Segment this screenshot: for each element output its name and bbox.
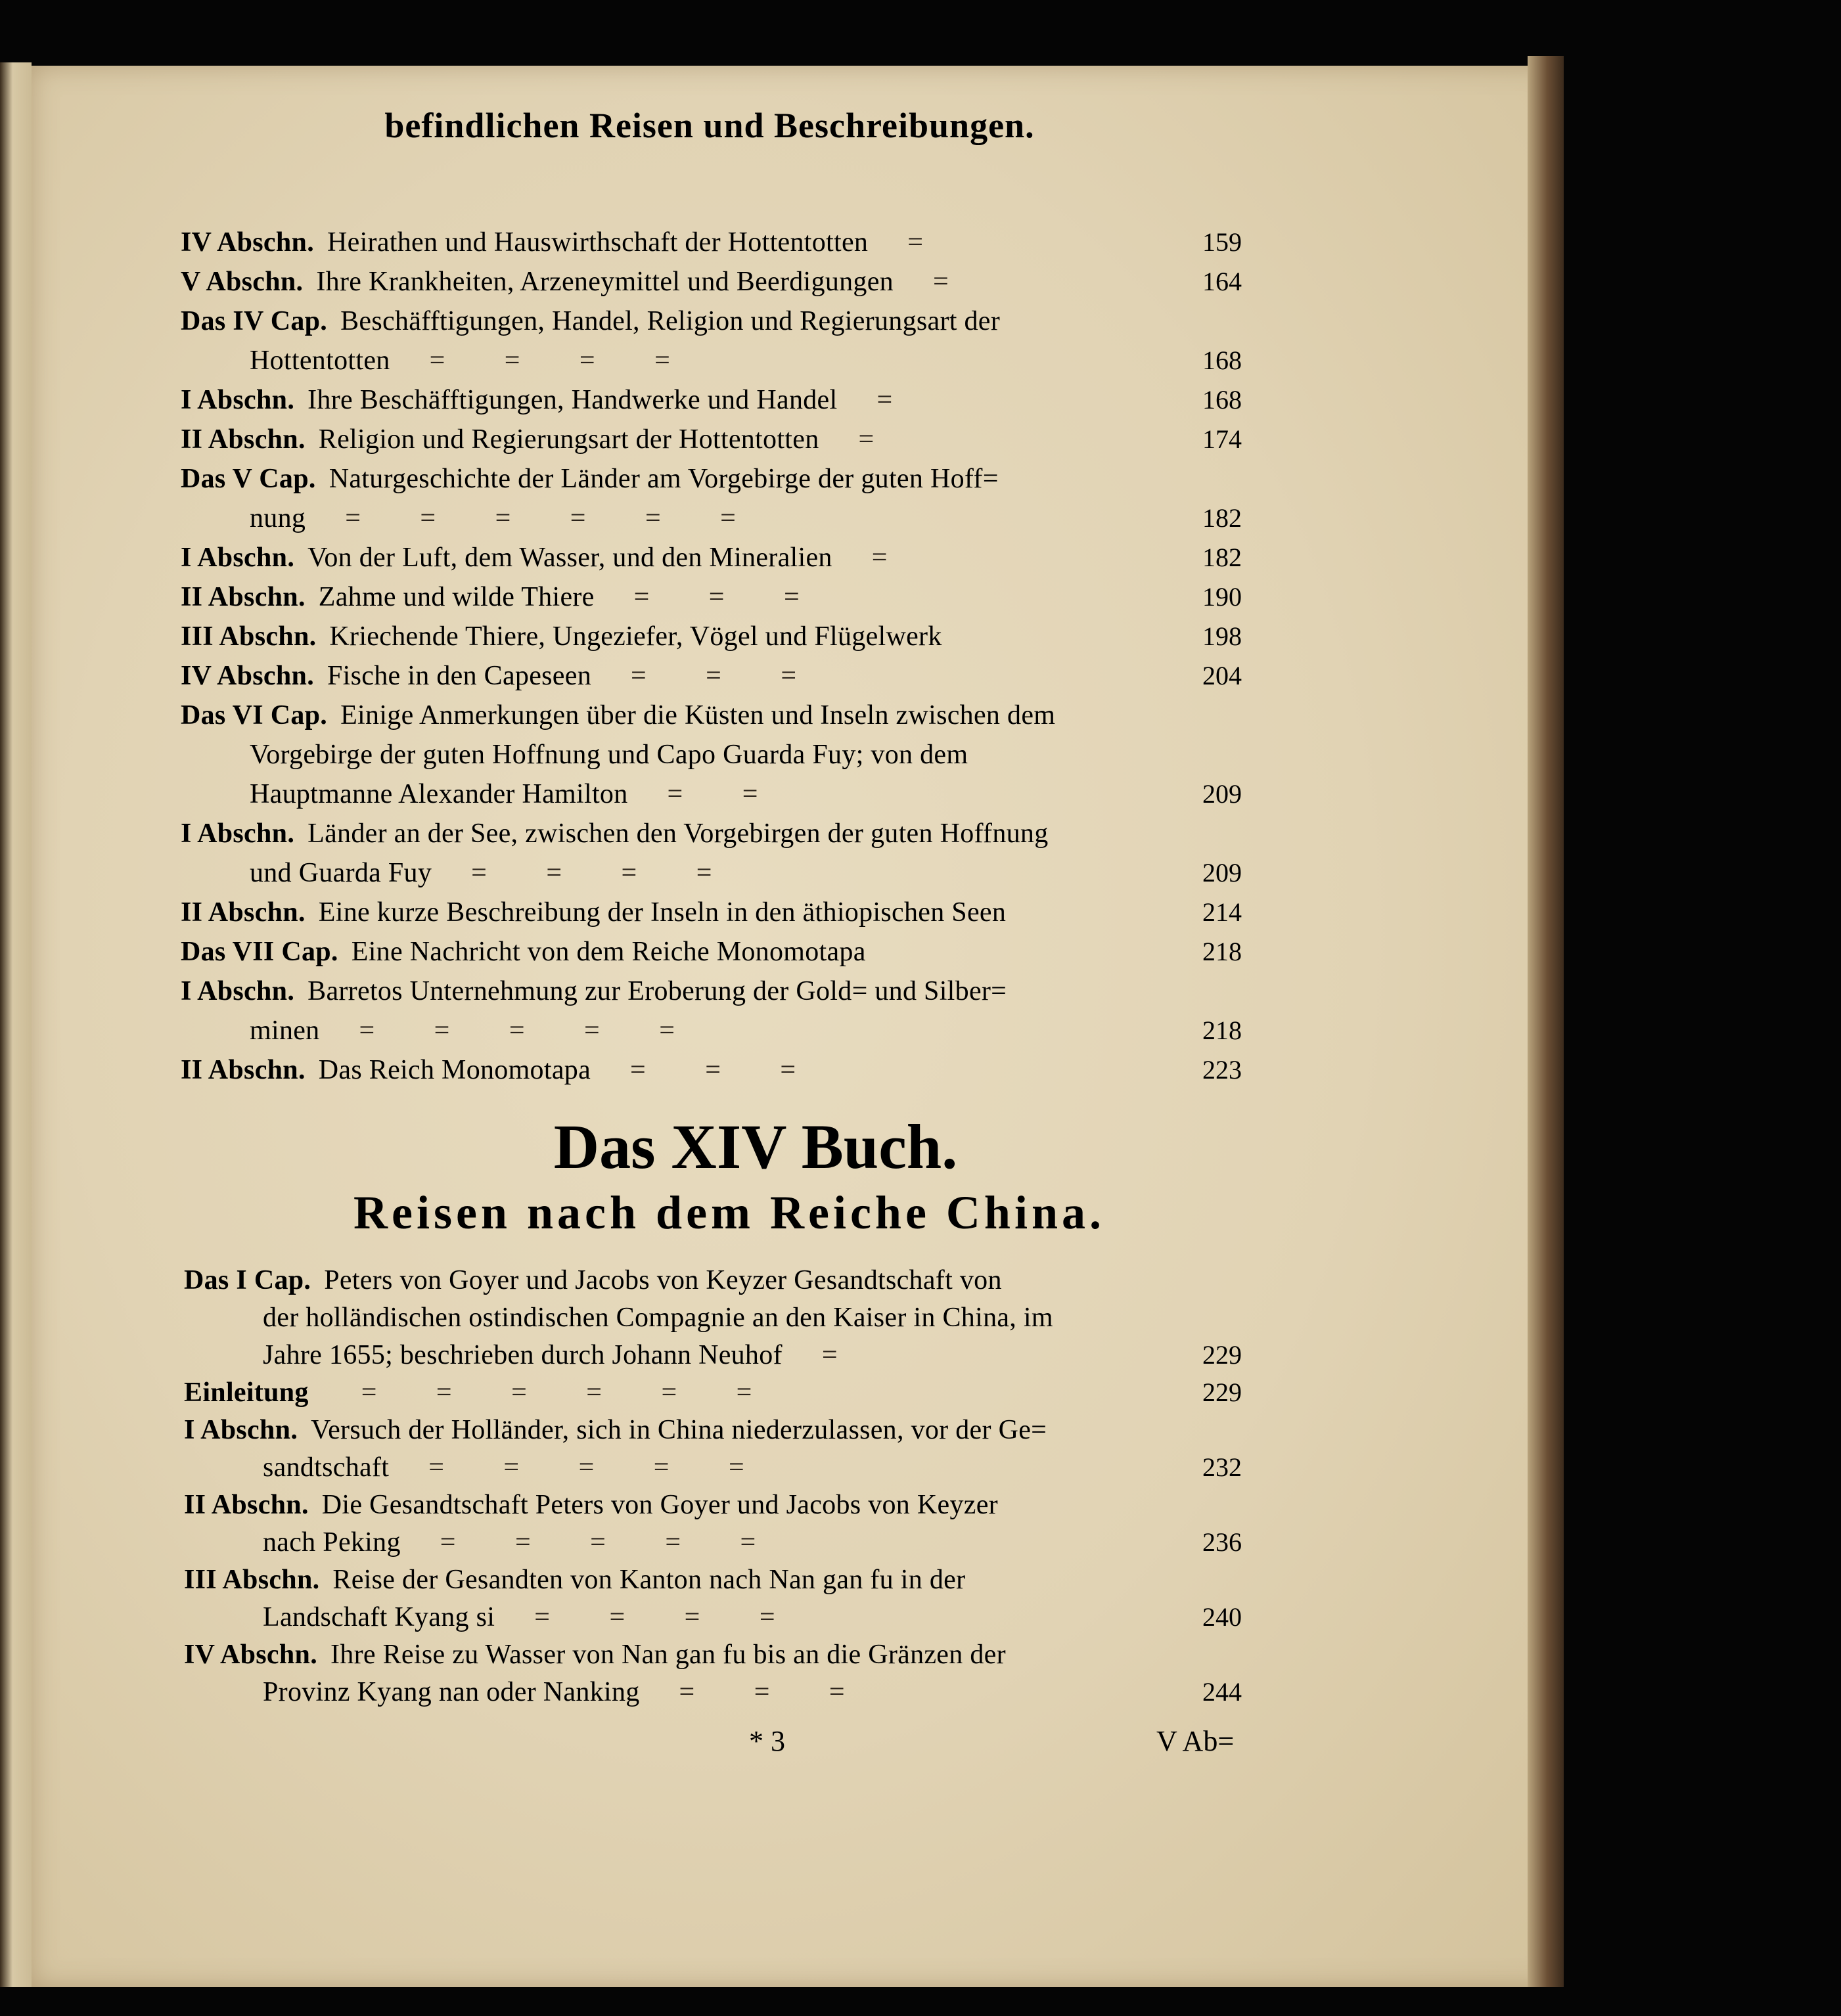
toc-leader-marks: = (876, 385, 919, 415)
toc-entry (181, 227, 949, 258)
book-title: Das XIV Buch. (553, 1111, 958, 1182)
toc-entry-label: IV Abschn. (181, 661, 314, 691)
toc-page-number: 168 (1202, 346, 1242, 375)
toc-entry-text: sandtschaft (263, 1452, 390, 1483)
toc-page-number: 159 (1202, 227, 1242, 257)
toc-page-number: 244 (1202, 1677, 1242, 1707)
toc-entry-text: Heirathen und Hauswirthschaft der Hottentotten (327, 227, 869, 258)
toc-entry (181, 542, 913, 573)
toc-leader-marks: = = = (679, 1677, 871, 1707)
toc-entry-text: Hauptmanne Alexander Hamilton (250, 779, 628, 809)
toc-entry-text: Eine kurze Beschreibung der Inseln in den äthiopischen Seen (318, 897, 1007, 928)
toc-entry-label: II Abschn. (184, 1490, 309, 1520)
toc-entry (263, 1602, 802, 1633)
toc-leader-marks: = (821, 1340, 864, 1370)
toc-entry (184, 1265, 1002, 1296)
toc-entry (181, 660, 823, 692)
toc-page-number: 236 (1202, 1527, 1242, 1557)
toc-entry (184, 1639, 1006, 1670)
toc-entry (250, 1015, 701, 1046)
toc-entry (181, 975, 1007, 1007)
toc-entry-text: Jahre 1655; beschrieben durch Johann Neuhof (263, 1340, 783, 1370)
toc-entry-text: Länder an der See, zwischen den Vorgebirgen der guten Hoffnung (307, 818, 1049, 849)
book-binding-edge (1528, 56, 1564, 1987)
toc-entry-text: Eine Nachricht von dem Reiche Monomotapa (351, 937, 866, 967)
toc-leader-marks: = = = = (471, 858, 739, 888)
toc-entry (250, 739, 968, 771)
toc-entry-text: Kriechende Thiere, Ungeziefer, Vögel und Flügelwerk (329, 621, 942, 652)
toc-entry (181, 936, 866, 968)
toc-entry-text: und Guarda Fuy (250, 858, 432, 888)
toc-entry-text: nung (250, 503, 306, 533)
signature-mark: * 3 (749, 1725, 785, 1757)
toc-entry-text: Peters von Goyer und Jacobs von Keyzer Gesandtschaft von (324, 1265, 1002, 1295)
toc-entry (250, 778, 784, 810)
toc-entry-label: V Abschn. (181, 267, 304, 297)
toc-entry-text: Die Gesandtschaft Peters von Goyer und Jacobs von Keyzer (321, 1490, 998, 1520)
toc-page-number: 229 (1202, 1340, 1242, 1370)
toc-entry (181, 424, 900, 455)
toc-entry-label: I Abschn. (184, 1415, 298, 1445)
toc-entry (181, 266, 975, 298)
toc-entry-text: Versuch der Holländer, sich in China niederzulassen, vor der Ge= (311, 1415, 1047, 1445)
toc-entry (263, 1452, 771, 1483)
toc-entry-text: Von der Luft, dem Wasser, und den Mineralien (307, 543, 832, 573)
toc-page-number: 240 (1202, 1602, 1242, 1632)
toc-page-number: 209 (1202, 858, 1242, 887)
toc-entry (250, 503, 762, 534)
toc-leader-marks: = = (667, 779, 784, 809)
toc-page-number: 232 (1202, 1452, 1242, 1482)
toc-entry (250, 857, 738, 889)
previous-page-edge (0, 62, 32, 1987)
running-head: befindlichen Reisen und Beschreibungen. (384, 106, 1035, 145)
toc-page-number: 182 (1202, 503, 1242, 533)
toc-page-number: 223 (1202, 1055, 1242, 1085)
toc-leader-marks: = = = = = = (345, 503, 762, 533)
toc-entry-text: nach Peking (263, 1527, 401, 1557)
toc-entry-text: Landschaft Kyang si (263, 1602, 495, 1632)
toc-entry-text: Ihre Krankheiten, Arzeneymittel und Beerdigungen (316, 267, 894, 297)
toc-entry-text: Religion und Regierungsart der Hottentotten (318, 424, 819, 455)
toc-entry-label: I Abschn. (181, 976, 295, 1006)
toc-leader-marks: = = = = = (359, 1016, 701, 1046)
toc-entry (184, 1489, 998, 1521)
toc-leader-marks: = (907, 227, 949, 258)
toc-entry (263, 1302, 1053, 1333)
toc-page-number: 214 (1202, 897, 1242, 927)
toc-page-number: 229 (1202, 1378, 1242, 1407)
toc-leader-marks: = (871, 543, 914, 573)
book-subtitle: Reisen nach dem Reiche China. (353, 1186, 1105, 1239)
toc-entry (263, 1527, 782, 1558)
toc-entry-label: Das V Cap. (181, 464, 316, 494)
toc-entry (181, 621, 942, 652)
toc-entry-text: Vorgebirge der guten Hoffnung und Capo Guarda Fuy; von dem (250, 740, 968, 770)
toc-entry (181, 581, 826, 613)
toc-page-number: 218 (1202, 1016, 1242, 1045)
toc-entry-label: Das IV Cap. (181, 306, 328, 336)
toc-entry-label: I Abschn. (181, 385, 295, 415)
toc-entry-text: Beschäfftigungen, Handel, Religion und Regierungsart der (340, 306, 1001, 336)
toc-entry-label: I Abschn. (181, 818, 295, 849)
toc-entry (250, 345, 696, 376)
toc-entry-label: Einleitung (184, 1378, 309, 1408)
toc-entry (184, 1377, 778, 1408)
toc-entry-text: Ihre Reise zu Wasser von Nan gan fu bis an die Gränzen der (330, 1640, 1006, 1670)
toc-entry-label: Das VI Cap. (181, 700, 328, 730)
toc-entry (263, 1676, 871, 1708)
toc-page-number: 209 (1202, 779, 1242, 809)
toc-entry-text: der holländischen ostindischen Compagnie an den Kaiser in China, im (263, 1303, 1053, 1333)
toc-entry-text: Provinz Kyang nan oder Nanking (263, 1677, 640, 1707)
toc-leader-marks: = = = = (534, 1602, 802, 1632)
toc-entry (181, 305, 1000, 337)
toc-entry-text: Fische in den Capeseen (327, 661, 591, 691)
toc-page-number: 168 (1202, 385, 1242, 414)
toc-entry (181, 700, 1055, 731)
toc-entry-text: Das Reich Monomotapa (318, 1055, 591, 1085)
toc-leader-marks: = (858, 424, 901, 455)
toc-page-number: 174 (1202, 424, 1242, 454)
toc-entry-text: Hottentotten (250, 346, 390, 376)
toc-entry (263, 1339, 864, 1371)
toc-entry (181, 818, 1049, 849)
toc-entry (184, 1414, 1047, 1446)
catchword: V Ab= (1156, 1725, 1235, 1757)
toc-leader-marks: = = = = = (428, 1452, 771, 1483)
toc-entry-text: Naturgeschichte der Länder am Vorgebirge der guten Hoff= (329, 464, 999, 494)
toc-entry (181, 463, 999, 495)
toc-entry-text: Ihre Beschäfftigungen, Handwerke und Handel (307, 385, 838, 415)
toc-entry-text: Reise der Gesandten von Kanton nach Nan gan fu in der (332, 1565, 966, 1595)
toc-entry (184, 1564, 965, 1596)
toc-entry-label: IV Abschn. (181, 227, 314, 258)
toc-entry-label: Das VII Cap. (181, 937, 338, 967)
toc-entry-label: II Abschn. (181, 897, 306, 928)
toc-entry-text: Barretos Unternehmung zur Eroberung der Gold= und Silber= (307, 976, 1007, 1006)
toc-entry-label: III Abschn. (184, 1565, 320, 1595)
toc-page-number: 204 (1202, 661, 1242, 690)
toc-leader-marks: = (932, 267, 975, 297)
toc-entry-label: II Abschn. (181, 582, 306, 612)
toc-entry-label: I Abschn. (181, 543, 295, 573)
toc-entry-label: IV Abschn. (184, 1640, 317, 1670)
toc-page-number: 164 (1202, 267, 1242, 296)
toc-leader-marks: = = = = = = (361, 1378, 779, 1408)
toc-page-number: 190 (1202, 582, 1242, 612)
toc-entry-text: Zahme und wilde Thiere (318, 582, 595, 612)
toc-entry (181, 897, 1006, 928)
toc-page-number: 182 (1202, 543, 1242, 572)
toc-leader-marks: = = = = = (440, 1527, 783, 1557)
toc-entry (181, 384, 919, 416)
toc-page-number: 218 (1202, 937, 1242, 966)
toc-entry-label: II Abschn. (181, 424, 306, 455)
toc-entry (181, 1054, 822, 1086)
toc-leader-marks: = = = (631, 661, 823, 691)
toc-entry-text: Einige Anmerkungen über die Küsten und Inseln zwischen dem (340, 700, 1056, 730)
toc-entry-label: II Abschn. (181, 1055, 306, 1085)
toc-entry-label: III Abschn. (181, 621, 317, 652)
toc-page-number: 198 (1202, 621, 1242, 651)
toc-entry-label: Das I Cap. (184, 1265, 311, 1295)
toc-entry-text: minen (250, 1016, 320, 1046)
toc-leader-marks: = = = (630, 1055, 823, 1085)
toc-leader-marks: = = = = (429, 346, 696, 376)
toc-leader-marks: = = = (633, 582, 826, 612)
